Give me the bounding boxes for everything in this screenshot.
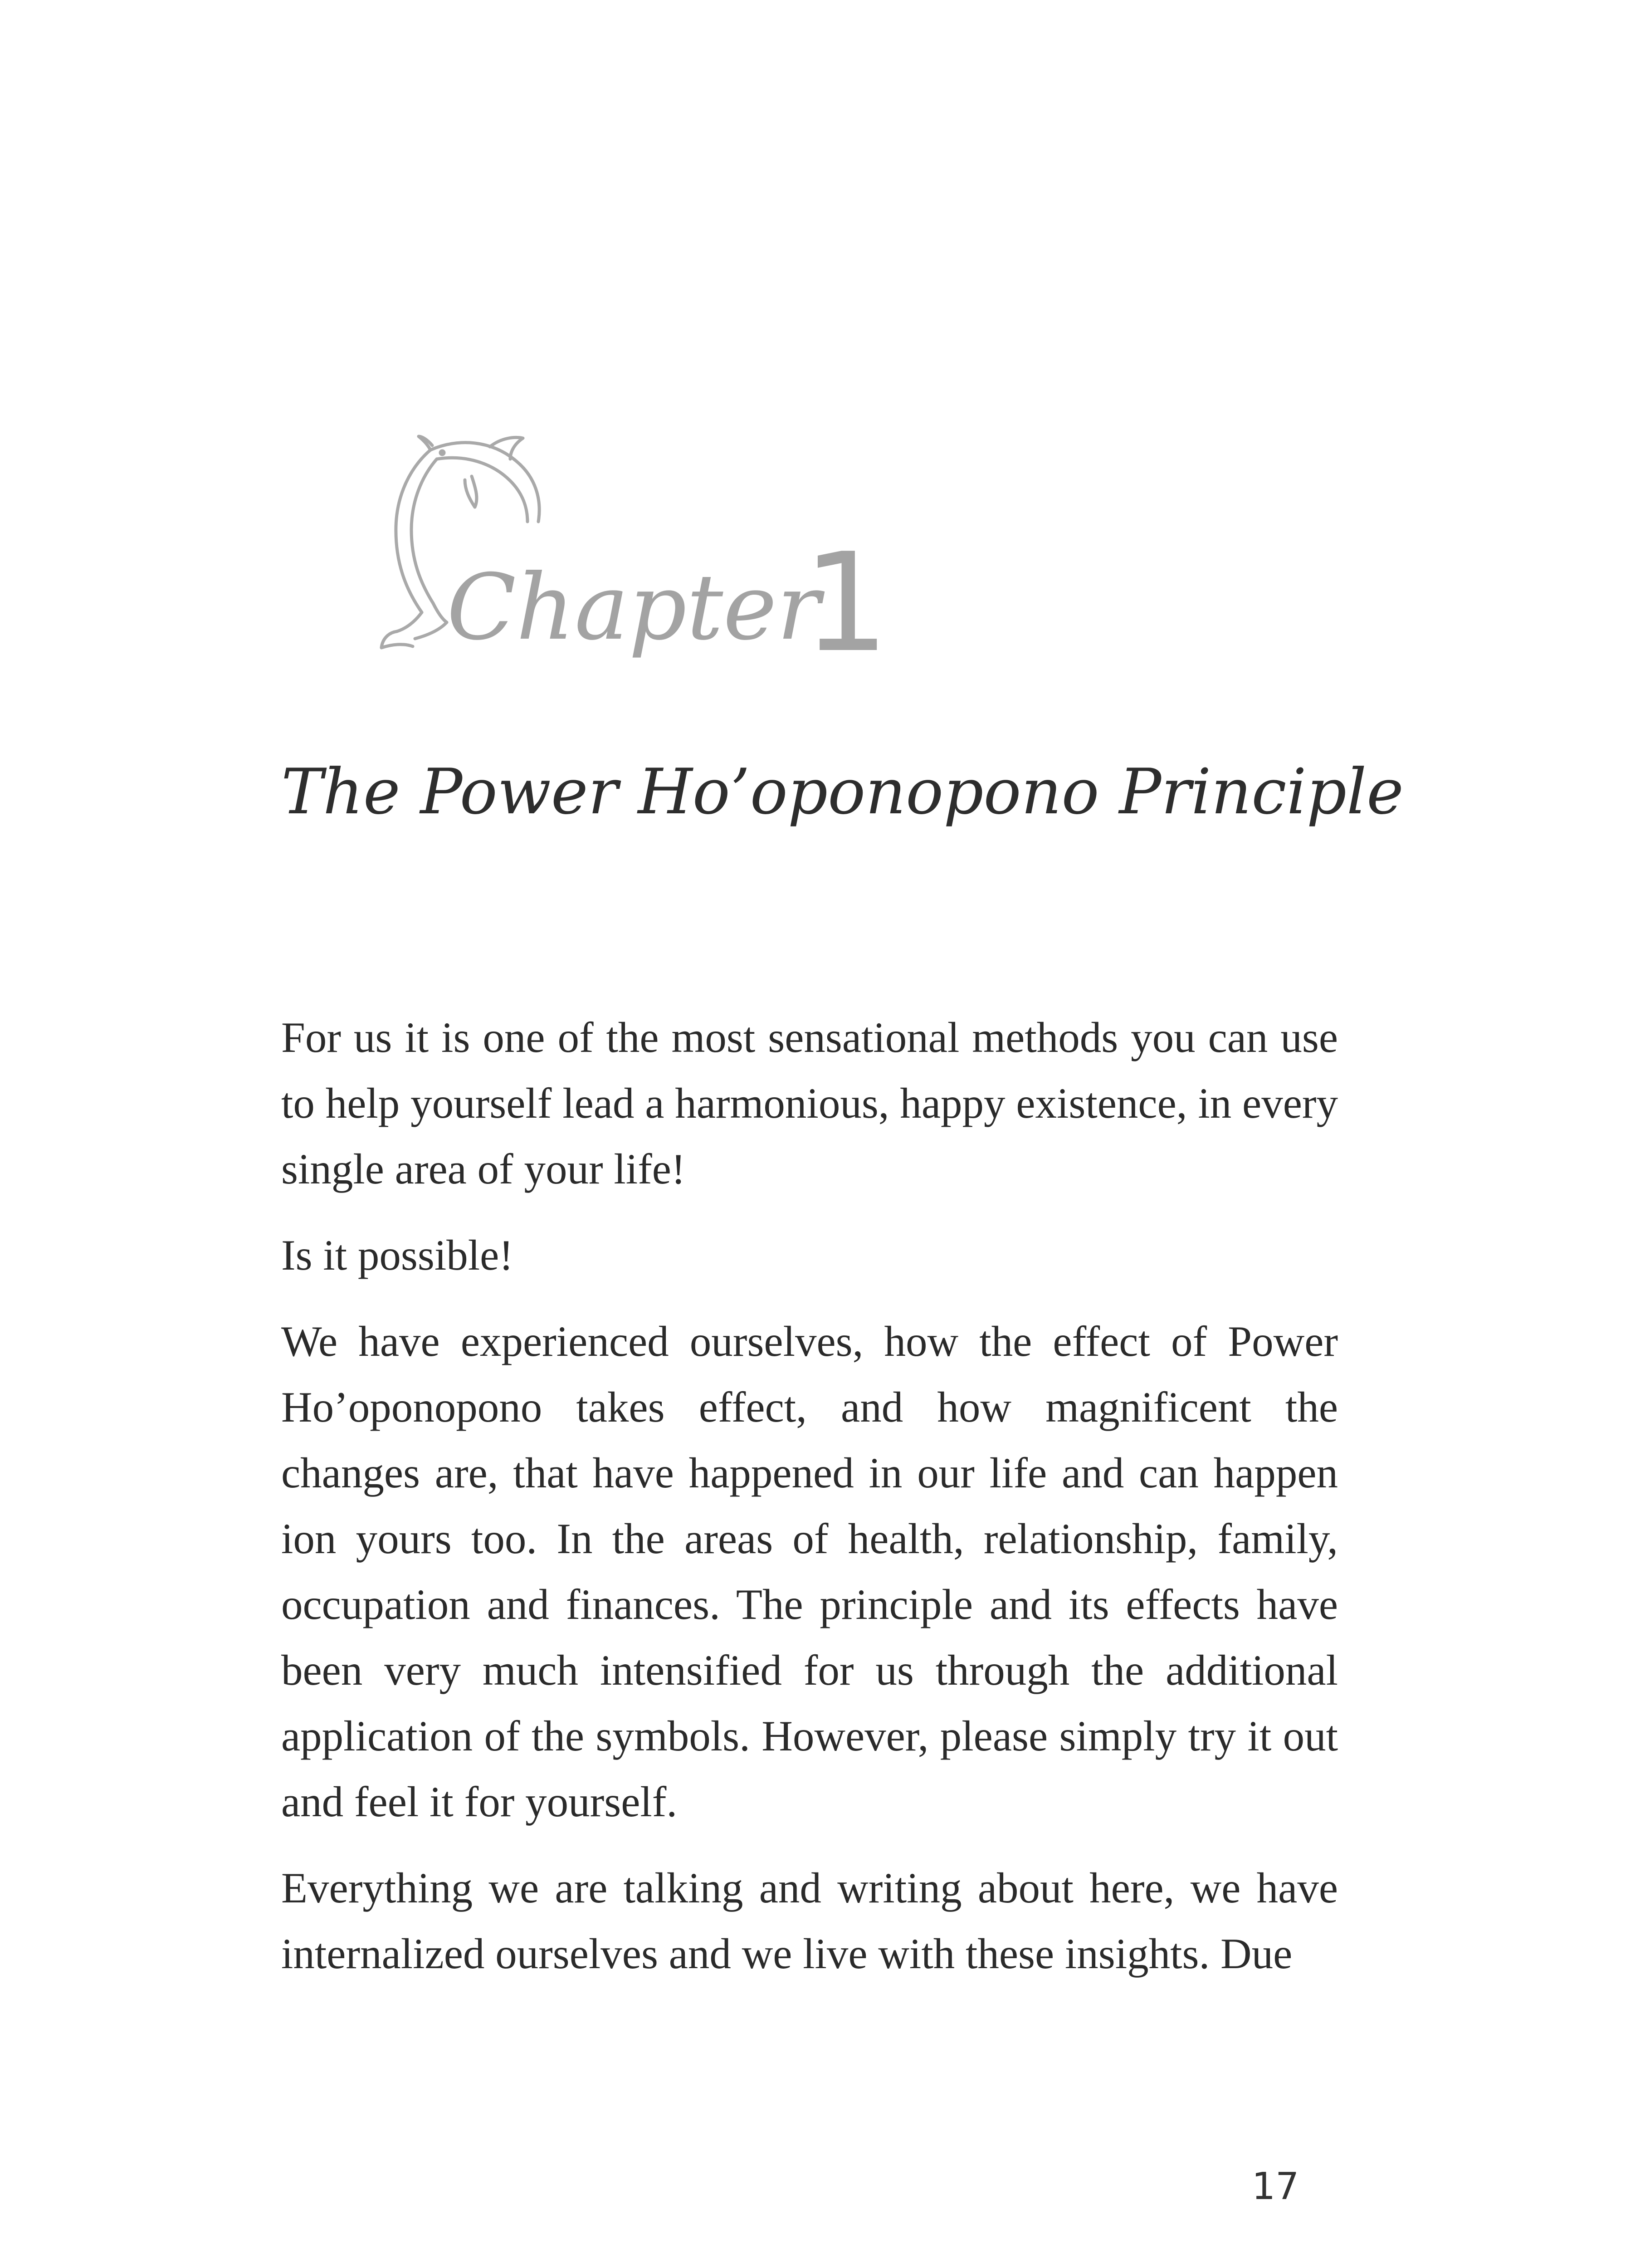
body-text (281, 1005, 1338, 2007)
paragraph: We have experienced ourselves, how the effect of Power Ho’oponopono takes effect, and how magnificent the changes are, that have happened in our life and can happen ion yours too. In the areas of health, relationship, family, occupation and finances. The principle and its effects have been very much intensified for us through the additional application of the symbols. However, please simply try it out and feel it for yourself. (281, 1317, 1338, 1826)
chapter-title: The Power Ho’oponopono Principle (281, 755, 1404, 828)
paragraph: For us it is one of the most sensational methods you can use to help yourself lead a harmonious, happy existence, in every single area of your life! (281, 1013, 1338, 1193)
chapter-label: Chapter (447, 555, 820, 660)
page-number: 17 (1252, 2165, 1299, 2208)
paragraph: Everything we are talking and writing about here, we have internalized ourselves and we live with these insights. Due (281, 1864, 1338, 1978)
chapter-number: 1 (803, 524, 889, 682)
paragraph: Is it possible! (281, 1231, 513, 1279)
